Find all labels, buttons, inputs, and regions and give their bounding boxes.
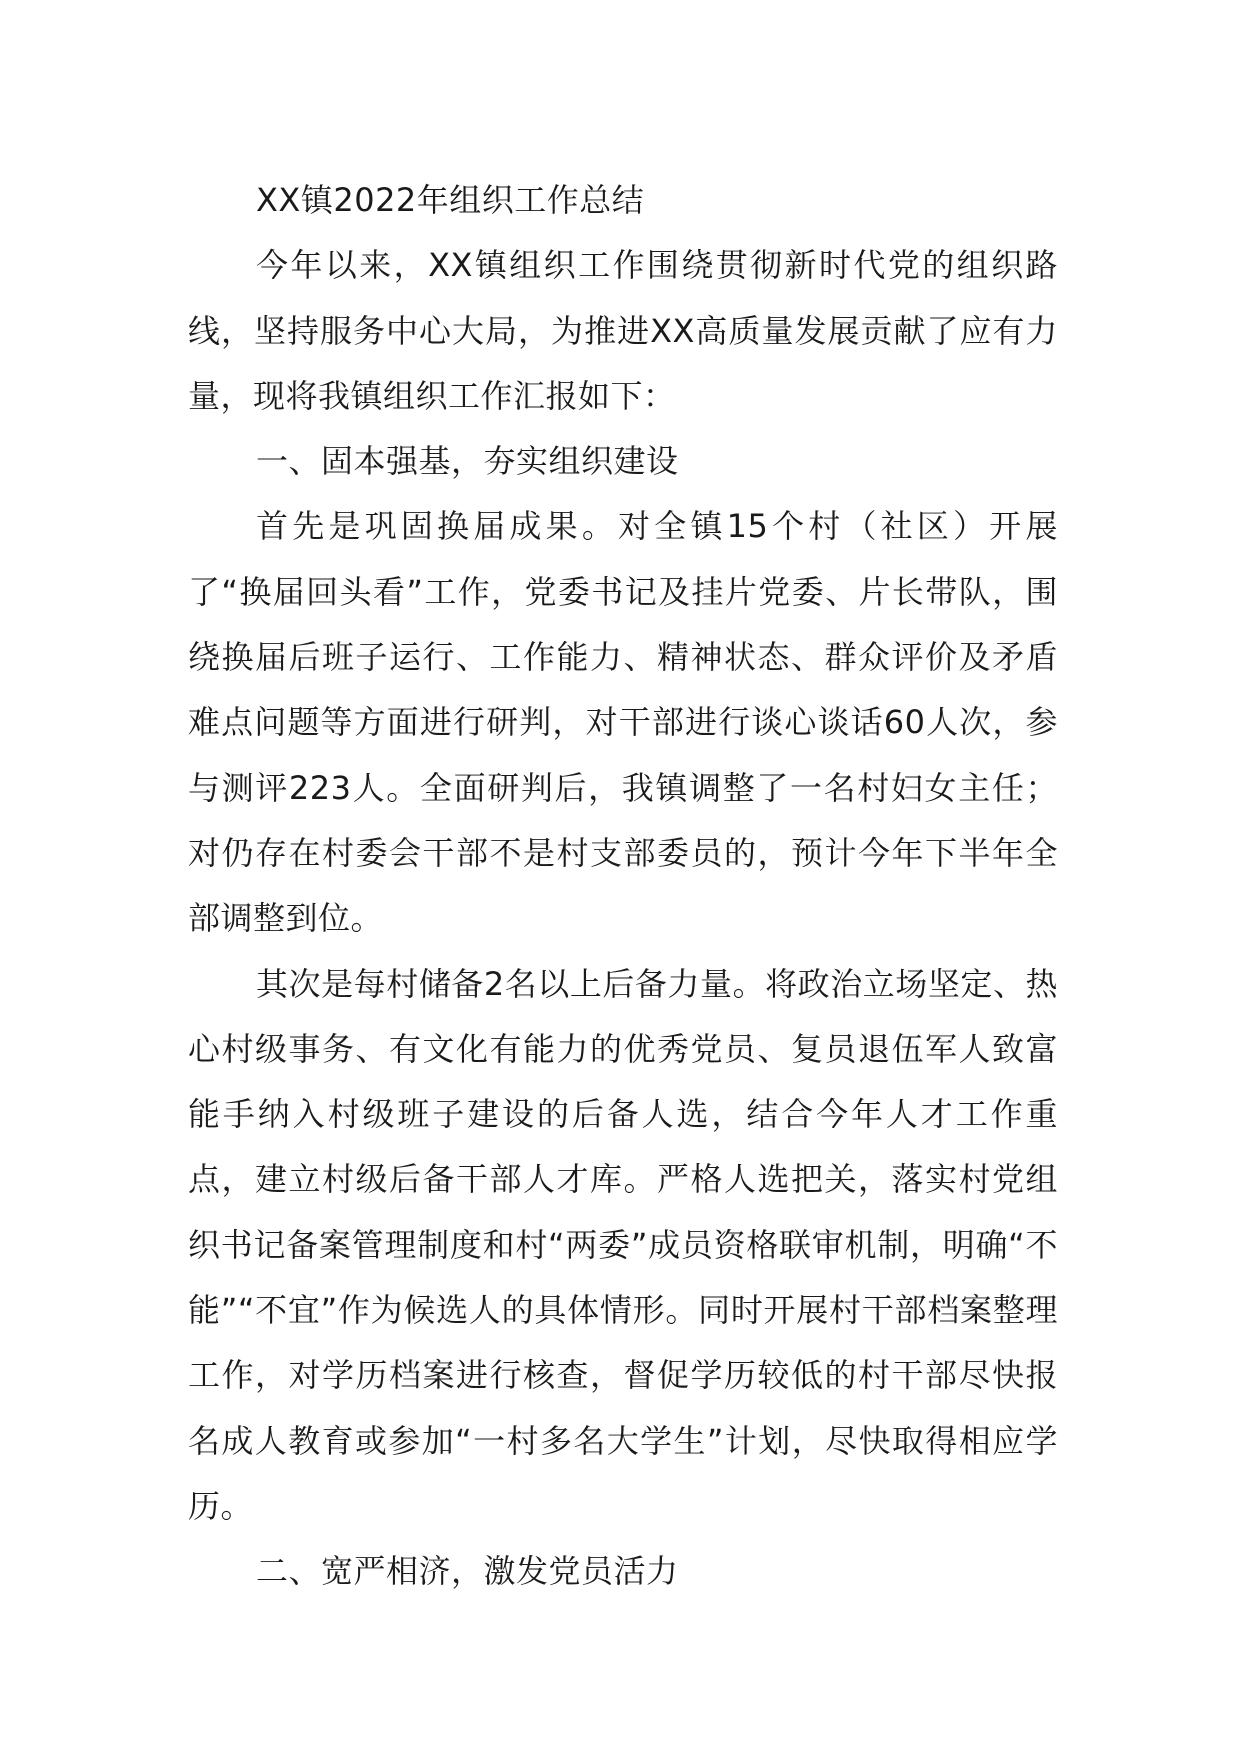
section-heading-1: 一、固本强基，夯实组织建设 xyxy=(256,442,679,481)
intro-paragraph: 今年以来，XX镇组织工作围绕贯彻新时代党的组织路线，坚持服务中心大局，为推进XX高质量发展贡献了应有力量，现将我镇组织工作汇报如下： xyxy=(188,246,1058,415)
section-heading-2: 二、宽严相济，激发党员活力 xyxy=(256,1552,679,1591)
body-paragraph-1: 首先是巩固换届成果。对全镇15个村（社区）开展了“换届回头看”工作，党委书记及挂片党委、片长带队，围绕换届后班子运行、工作能力、精神状态、群众评价及矛盾难点问题等方面进行研判，对干部进行谈心谈话60人次，参与测评223人。全面研判后，我镇调整了一名村妇女主任；对仍存在村委会干部不是村支部委员的，预计今年下半年全部调整到位。 xyxy=(188,507,1058,938)
body-paragraph-2: 其次是每村储备2名以上后备力量。将政治立场坚定、热心村级事务、有文化有能力的优秀党员、复员退伍军人致富能手纳入村级班子建设的后备人选，结合今年人才工作重点，建立村级后备干部人才库。严格人选把关，落实村党组织书记备案管理制度和村“两委”成员资格联审机制，明确“不能”“不宜”作为候选人的具体情形。同时开展村干部档案整理工作，对学历档案进行核查，督促学历较低的村干部尽快报名成人教育或参加“一村多名大学生”计划，尽快取得相应学历。 xyxy=(188,964,1058,1525)
document-title: XX镇2022年组织工作总结 xyxy=(256,181,645,219)
document-page xyxy=(188,168,1058,1605)
